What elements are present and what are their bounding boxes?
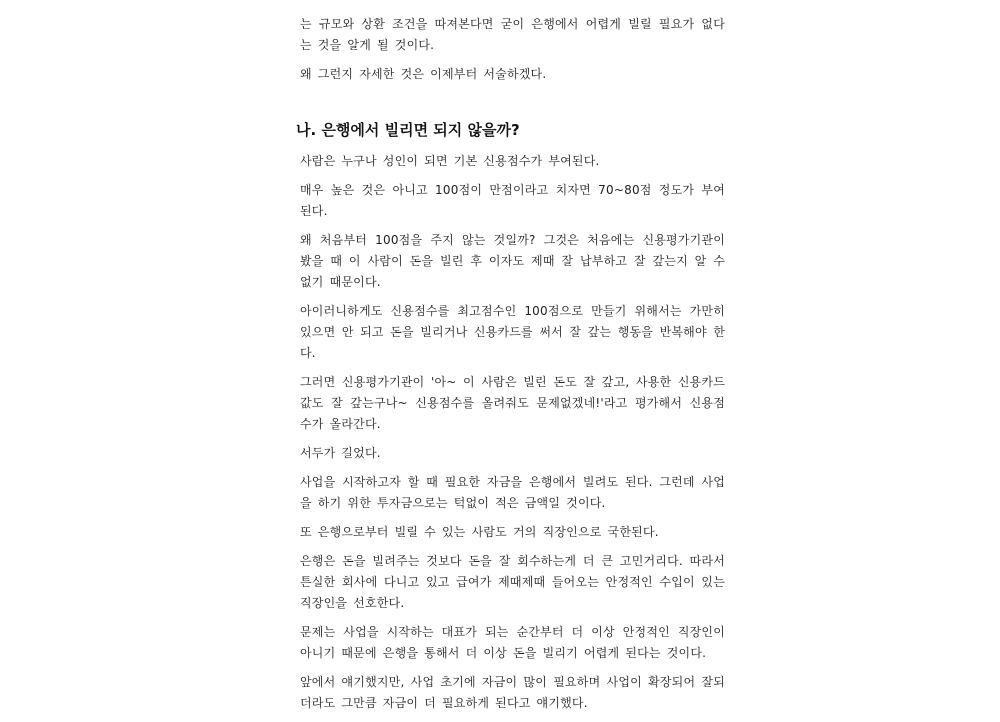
- section-heading: 나. 은행에서 빌리면 되지 않을까?: [296, 121, 520, 139]
- paragraph: 서두가 길었다.: [300, 446, 381, 460]
- paragraph: 왜 그런지 자세한 것은 이제부터 서술하겠다.: [300, 67, 547, 81]
- paragraph: 아이러니하게도 신용점수를 최고점수인 100점으로 만들기 위해서는 가만히 있으면 안 되고 돈을 빌리거나 신용카드를 써서 잘 갚는 행동을 반복해야 한다.: [300, 304, 725, 360]
- paragraph: 또 은행으로부터 빌릴 수 있는 사람도 거의 직장인으로 국한된다.: [300, 525, 659, 539]
- paragraph: 왜 처음부터 100점을 주지 않는 것일까? 그것은 처음에는 신용평가기관이 봤을 때 이 사람이 돈을 빌린 후 이자도 제때 잘 납부하고 잘 갚는지 알 수 없기 때문이다.: [300, 233, 725, 289]
- section-spacer: [300, 93, 725, 119]
- paragraph: 그러면 신용평가기관이 '아~ 이 사람은 빌린 돈도 잘 갚고, 사용한 신용카드값도 잘 갚는구나~ 신용점수를 올려줘도 문제없겠네!'라고 평가해서 신용점수가 올라간다.: [300, 375, 725, 431]
- paragraph: 는 규모와 상환 조건을 따져본다면 굳이 은행에서 어렵게 빌릴 필요가 없다는 것을 알게 될 것이다.: [300, 17, 725, 52]
- paragraph: 사람은 누구나 성인이 되면 기본 신용점수가 부여된다.: [300, 154, 600, 168]
- paragraph: 매우 높은 것은 아니고 100점이 만점이라고 치자면 70~80점 정도가 부여된다.: [300, 183, 725, 218]
- paragraph: 사업을 시작하고자 할 때 필요한 자금을 은행에서 빌려도 된다. 그런데 사업을 하기 위한 투자금으로는 턱없이 적은 금액일 것이다.: [300, 475, 725, 510]
- paragraph: 앞에서 얘기했지만, 사업 초기에 자금이 많이 필요하며 사업이 확장되어 잘되더라도 그만큼 자금이 더 필요하게 된다고 얘기했다.: [300, 675, 725, 710]
- document-body: [296, 14, 725, 722]
- paragraph: 문제는 사업을 시작하는 대표가 되는 순간부터 더 이상 안정적인 직장인이 아니기 때문에 은행을 통해서 더 이상 돈을 빌리기 어렵게 된다는 것이다.: [300, 625, 725, 660]
- paragraph: 은행은 돈을 빌려주는 것보다 돈을 잘 회수하는게 더 큰 고민거리다. 따라서 튼실한 회사에 다니고 있고 급여가 제때제때 들어오는 안정적인 수입이 있는 직장인을 선호한다.: [300, 554, 725, 610]
